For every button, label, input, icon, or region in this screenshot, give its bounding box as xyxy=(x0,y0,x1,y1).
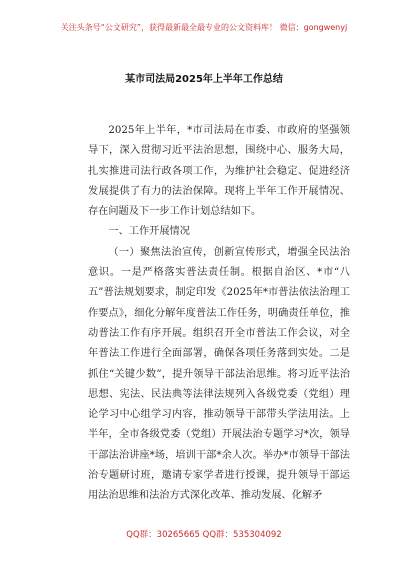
body-paragraph: （一）聚焦法治宣传，创新宣传形式，增强全民法治意识。一是严格落实普法责任制。根据自治区、*市“八五”普法规划要求，制定印发《2025年*市普法依法治理工作要点》，细化分解年度普法工作任务，明确责任单位，推动普法工作有序开展。组织召开全市普法工作会议，对全年普法工作进行全面部署，确保各项任务落到实处。二是抓住“关键少数”，提升领导干部法治思维。将习近平法治思想、宪法、民法典等法律法规列入各级党委（党组）理论学习中心组学习内容，推动领导干部带头学法用法。上半年，全市各级党委（党组）开展法治专题学习*次，领导干部法治讲座*场，培训干部*余人次。举办*市领导干部法治专题研讨班，邀请专家学者进行授课，提升领导干部运用法治思维和法治方式深化改革、推动发展、化解矛 xyxy=(88,246,350,502)
section-heading: 一、工作开展情况 xyxy=(108,226,190,238)
footer-contact: QQ群：30265665 QQ群：535304092 xyxy=(126,530,282,540)
page-title: 某市司法局2025年上半年工作总结 xyxy=(125,74,283,85)
header-banner: 关注头条号“公文研究”，获得最新最全最专业的公文资料库！ 微信：gongwenyj xyxy=(60,23,348,32)
intro-paragraph: 2025年上半年，*市司法局在市委、市政府的坚强领导下，深入贯彻习近平法治思想，围绕中心、服务大局，扎实推进司法行政各项工作，为维护社会稳定、促进经济发展提供了有力的法治保障。现将上半年工作开展情况、存在问题及下一步工作计划总结如下。 xyxy=(88,125,350,218)
document-body xyxy=(88,121,350,507)
